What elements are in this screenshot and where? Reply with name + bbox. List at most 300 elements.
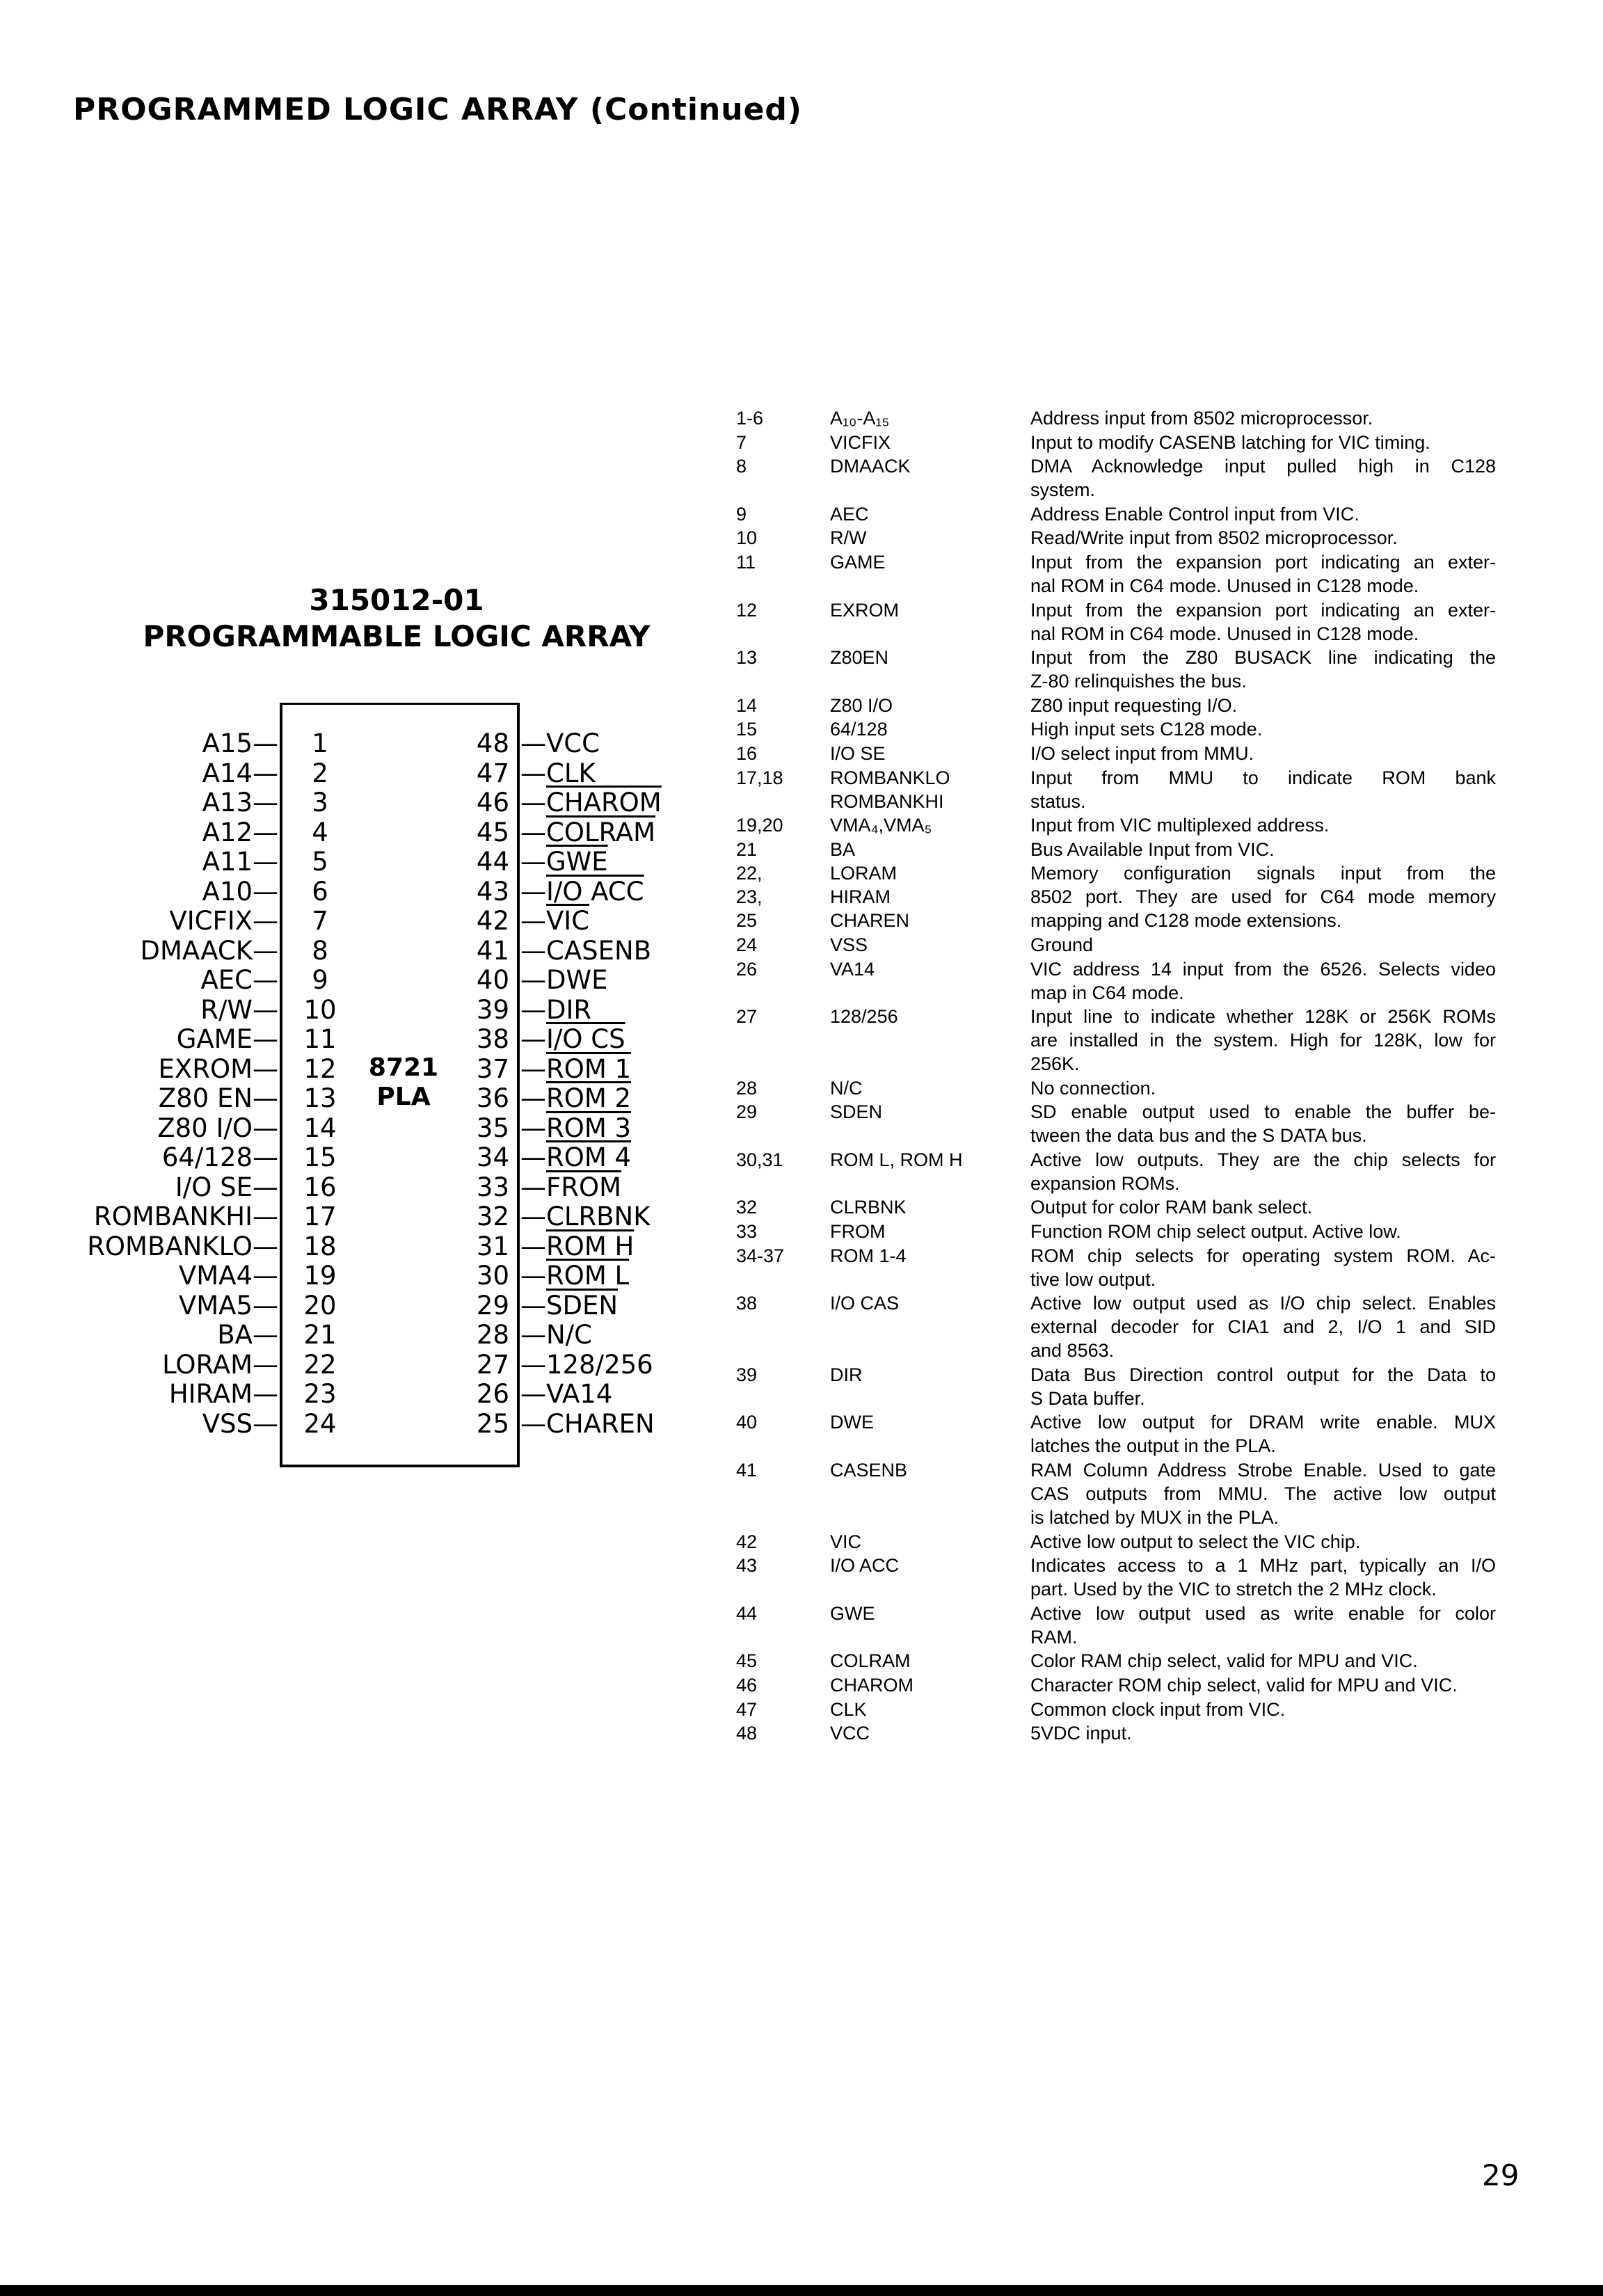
signal-cell [830,1554,1030,1601]
left-pin-label: DMAACK— [140,935,278,966]
description-cell [1030,1649,1496,1673]
left-pin-label: Z80 I/O— [157,1113,278,1143]
table-row [736,1673,1496,1697]
text-line: CLK [830,1698,867,1720]
pin-number-cell [736,742,830,765]
description-cell [1030,694,1496,717]
right-pin-label: —I/O CS [520,1024,625,1054]
text-line: 256K. [1030,1053,1080,1075]
pin-signal-name: $\overline{VIC}$ [546,906,590,936]
text-line: 16 [736,742,758,764]
text-line: Z-80 relinquishes the bus. [1030,671,1247,692]
text-line: ROMBANKHI [830,790,944,812]
text-line: Active low output used as I/O chip select. Enables [1030,1293,1496,1314]
pin-signal-name: $\overline{GWE}$ [546,847,608,877]
left-pin-number: 13 [303,1083,337,1113]
text-line: Input line to indicate whether 128K or 256K ROMs [1030,1006,1496,1028]
table-row [736,1076,1496,1100]
pin-number-cell [736,838,830,861]
signal-cell [830,550,1030,598]
signal-cell [830,1410,1030,1458]
text-line: Active low output to select the VIC chip. [1030,1531,1361,1552]
left-pin-label: VMA4— [178,1261,278,1291]
pin-signal-name: 128/256 [546,1349,653,1380]
description-cell [1030,1530,1496,1554]
left-pin-number: 7 [312,906,328,936]
right-pin-number: 46 [476,788,509,818]
left-pin-label: AEC— [200,965,278,995]
text-line: Address Enable Control input from VIC. [1030,503,1359,525]
signal-cell [830,598,1030,646]
signal-cell [830,1530,1030,1554]
text-line: Input from the expansion port indicating an exter- [1030,599,1496,621]
right-pin-label: —DWE [520,965,608,995]
text-line: 48 [736,1723,758,1744]
pin-number-cell [736,861,830,932]
right-pin-number: 32 [476,1202,509,1231]
left-pin-label: VICFIX— [169,906,278,936]
description-cell [1030,598,1496,646]
pin-signal-name: A14 [202,758,253,788]
left-pin-number: 5 [312,847,328,877]
description-cell [1030,813,1496,837]
pin-signal-name: A15 [202,728,253,758]
text-line: R/W [830,527,867,549]
pin-number-cell [736,1530,830,1554]
description-cell [1030,1458,1496,1529]
pin-number-cell [736,431,830,454]
text-line: Input from VIC multiplexed address. [1030,815,1330,836]
text-line: 17,18 [736,767,783,788]
text-line: 45 [736,1650,758,1672]
text-line: 32 [736,1197,758,1218]
text-line: High input sets C128 mode. [1030,719,1263,740]
table-row [736,957,1496,1005]
pin-number-cell [736,1554,830,1601]
left-pin-number: 14 [303,1113,337,1143]
table-row [736,1244,1496,1291]
right-pin-label: —FROM [520,1172,622,1202]
pin-number-cell [736,1291,830,1362]
right-pin-label: —CHAROM [520,788,662,818]
right-pin-number: 30 [476,1261,509,1291]
description-cell [1030,742,1496,765]
text-line: Active low output used as write enable for color [1030,1602,1496,1624]
right-pin-number: 28 [476,1320,509,1350]
table-row [736,1291,1496,1362]
chip-part-number: 315012-01 [309,583,484,617]
signal-cell [830,646,1030,693]
signal-cell [830,1458,1030,1529]
left-pin-number: 16 [303,1172,337,1202]
pin-signal-name: CHAROM [546,788,662,818]
pin-signal-name: AEC [200,965,253,995]
text-line: 26 [736,958,758,980]
pin-number-cell [736,957,830,1005]
left-pin-number: 23 [303,1379,337,1409]
text-line: 40 [736,1412,758,1433]
text-line: 47 [736,1698,758,1720]
pin-signal-name: ROM 2 [546,1083,632,1113]
left-pin-number: 1 [312,728,328,758]
signal-cell [830,1195,1030,1219]
text-line: Character ROM chip select, valid for MPU and VIC. [1030,1675,1458,1696]
description-cell [1030,1721,1496,1745]
text-line: S Data buffer. [1030,1387,1145,1409]
text-line: 38 [736,1293,758,1314]
table-row [736,1148,1496,1195]
signal-cell [830,1363,1030,1410]
text-line: 41 [736,1460,758,1481]
table-row [736,1698,1496,1721]
pin-signal-name: CLK [546,758,596,788]
table-row [736,1602,1496,1649]
left-pin-number: 2 [312,758,328,788]
text-line: 10 [736,527,758,549]
pin-signal-name: Z80 EN [158,1083,253,1113]
right-pin-number: 42 [476,906,509,936]
left-pin-label: R/W— [200,994,278,1025]
table-row [736,813,1496,837]
left-pin-number: 6 [312,876,328,907]
right-pin-label: —ROM 1 [520,1053,632,1084]
pin-number-cell [736,598,830,646]
left-pin-number: 3 [312,788,328,818]
text-line: 44 [736,1602,758,1624]
right-pin-label: $—\overline{GWE}$ [520,847,608,877]
left-pin-label: Z80 EN— [158,1083,278,1113]
text-line: mapping and C128 mode extensions. [1030,910,1342,932]
signal-cell [830,717,1030,741]
pin-number-cell [736,1698,830,1721]
pin-number-cell [736,1721,830,1745]
text-line: tween the data bus and the S DATA bus. [1030,1125,1367,1147]
text-line: 22, [736,863,763,884]
pin-signal-name: ROM L [546,1261,630,1291]
description-cell [1030,406,1496,430]
text-line: tive low output. [1030,1268,1156,1290]
table-row [736,646,1496,693]
text-line: GAME [830,551,886,573]
left-pin-label: VMA5— [178,1290,278,1321]
text-line: Active low outputs. They are the chip selects for [1030,1149,1496,1170]
left-pin-number: 10 [303,994,337,1025]
left-pin-number: 15 [303,1142,337,1172]
text-line: 30,31 [736,1149,783,1170]
table-row [736,1458,1496,1529]
text-line: 33 [736,1221,758,1243]
text-line: Input from the Z80 BUSACK line indicating the [1030,647,1496,669]
pin-signal-name: VMA5 [178,1290,253,1321]
description-cell [1030,957,1496,1005]
text-line: 11 [736,551,756,573]
pin-signal-name: HIRAM [168,1379,253,1409]
text-line: Common clock input from VIC. [1030,1698,1286,1720]
text-line: 24 [736,934,758,955]
pin-number-cell [736,1602,830,1649]
text-line: BA [830,838,856,860]
pin-signal-name: CLRBNK [546,1202,651,1231]
right-pin-label: —ROM 3 [520,1113,632,1143]
pin-number-cell [736,646,830,693]
signal-cell [830,526,1030,550]
text-line: 19,20 [736,815,783,836]
text-line: Input from MMU to indicate ROM bank [1030,767,1496,788]
signal-cell [830,957,1030,1005]
text-line: Color RAM chip select, valid for MPU and VIC. [1030,1650,1418,1672]
text-line: CAS outputs from MMU. The active low output [1030,1483,1496,1505]
right-pin-number: 27 [476,1349,509,1380]
signal-cell [830,1698,1030,1721]
table-row [736,431,1496,454]
pin-signal-name: SDEN [546,1290,619,1321]
left-pin-label: ROMBANKLO— [87,1231,278,1261]
signal-cell [830,1148,1030,1195]
right-pin-number: 29 [476,1290,509,1321]
left-pin-number: 17 [303,1202,337,1231]
signal-cell [830,1244,1030,1291]
text-line: 43 [736,1555,758,1577]
text-line: Z80EN [830,647,889,669]
left-pin-label: A10— [202,876,278,907]
pin-number-cell [736,1363,830,1410]
text-line: CHAROM [830,1675,914,1696]
text-line: DWE [830,1412,874,1433]
left-pin-label: HIRAM— [168,1379,278,1409]
text-line: Address input from 8502 microprocessor. [1030,408,1373,429]
pin-number-cell [736,550,830,598]
text-line: I/O ACC [830,1555,900,1577]
left-pin-number: 12 [303,1053,337,1084]
text-line: Read/Write input from 8502 microprocessor. [1030,527,1398,549]
description-cell [1030,550,1496,598]
text-line: 42 [736,1531,758,1552]
left-pin-number: 9 [312,965,328,995]
table-row [736,526,1496,550]
text-line: Input to modify CASENB latching for VIC timing. [1030,431,1430,453]
description-cell [1030,861,1496,932]
text-line: map in C64 mode. [1030,982,1184,1003]
right-pin-label: $—\overline{VIC}$ [520,906,590,936]
text-line: VSS [830,934,868,955]
pin-signal-name: FROM [546,1172,622,1202]
description-cell [1030,431,1496,454]
pin-number-cell [736,1458,830,1529]
left-pin-label: EXROM— [158,1053,278,1084]
signal-cell [830,1100,1030,1147]
signal-cell [830,1005,1030,1076]
description-cell [1030,933,1496,957]
pin-number-cell [736,1410,830,1458]
text-line: EXROM [830,599,900,621]
text-line: N/C [830,1077,863,1099]
pin-number-cell [736,933,830,957]
pin-signal-name: A10 [202,876,253,907]
text-line: GWE [830,1602,875,1624]
description-cell [1030,1602,1496,1649]
text-line: I/O select input from MMU. [1030,742,1254,764]
text-line: Active low output for DRAM write enable. MUX [1030,1412,1496,1433]
description-cell [1030,1698,1496,1721]
pin-signal-name: I/O SE [175,1172,253,1202]
text-line: nal ROM in C64 mode. Unused in C128 mode. [1030,575,1419,596]
right-pin-label: —ROM 4 [520,1142,632,1172]
right-pin-number: 39 [476,994,509,1025]
right-pin-number: 44 [476,847,509,877]
signal-cell [830,1291,1030,1362]
table-row [736,933,1496,957]
table-row [736,694,1496,717]
left-pin-label: A14— [202,758,278,788]
table-row [736,1220,1496,1243]
text-line: 8 [736,456,747,477]
pin-signal-name: 64/128 [161,1142,253,1172]
text-line: 39 [736,1364,758,1385]
text-line: Data Bus Direction control output for the Data to [1030,1364,1496,1385]
text-line: 7 [736,431,747,453]
signal-cell [830,454,1030,502]
text-line: VMA₄,VMA₅ [830,815,932,836]
left-pin-number: 19 [303,1261,337,1291]
right-pin-number: 45 [476,817,509,847]
text-line: 34-37 [736,1245,785,1266]
right-pin-number: 48 [476,728,509,758]
text-line: 14 [736,694,758,716]
pin-signal-name: VICFIX [169,906,253,936]
right-pin-label: —ROM L [520,1261,630,1291]
left-pin-number: 11 [303,1024,337,1054]
text-line: Output for color RAM bank select. [1030,1197,1313,1218]
table-row [736,766,1496,813]
text-line: SD enable output used to enable the buffer be- [1030,1101,1496,1123]
pin-signal-name: ROM 1 [546,1053,632,1084]
pin-number-cell [736,717,830,741]
left-pin-label: BA— [217,1320,278,1350]
text-line: AEC [830,503,869,525]
right-pin-label: —CLK [520,758,596,788]
chip-center-sublabel: PLA [376,1083,431,1111]
text-line: 27 [736,1006,758,1028]
pin-signal-name: A12 [202,817,253,847]
table-row [736,406,1496,430]
signal-cell [830,1721,1030,1745]
text-line: CLRBNK [830,1197,907,1218]
text-line: DMA Acknowledge input pulled high in C128 [1030,456,1496,477]
text-line: LORAM [830,863,898,884]
text-line: expansion ROMs. [1030,1172,1180,1194]
right-pin-label: —CLRBNK [520,1202,651,1231]
description-cell [1030,1363,1496,1410]
right-pin-label: —DIR [520,994,592,1025]
description-cell [1030,1291,1496,1362]
pin-signal-name: ROMBANKHI [93,1202,253,1231]
table-row [736,1363,1496,1410]
text-line: and 8563. [1030,1340,1115,1362]
text-line: VIC address 14 input from the 6526. Selects video [1030,958,1496,980]
text-line: part. Used by the VIC to stretch the 2 MHz clock. [1030,1579,1437,1600]
text-line: ROMBANKLO [830,767,950,788]
table-row [736,1100,1496,1147]
pin-number-cell [736,1220,830,1243]
right-pin-number: 38 [476,1024,509,1054]
text-line: 64/128 [830,719,888,740]
bottom-border [0,2285,1603,2296]
pin-signal-name: VA14 [546,1379,613,1409]
description-cell [1030,1076,1496,1100]
right-pin-label: —SDEN [520,1290,619,1321]
signal-cell [830,1673,1030,1697]
text-line: status. [1030,790,1086,812]
text-line: Z80 input requesting I/O. [1030,694,1238,716]
text-line: 13 [736,647,758,669]
right-pin-number: 26 [476,1379,509,1409]
text-line: 23, [736,886,763,908]
left-pin-label: LORAM— [162,1349,278,1380]
description-cell [1030,502,1496,526]
page-number: 29 [1482,2158,1520,2192]
signal-cell [830,742,1030,765]
pin-signal-name: DIR [546,994,592,1025]
right-pin-number: 35 [476,1113,509,1143]
text-line: Indicates access to a 1 MHz part, typically an I/O [1030,1555,1496,1577]
left-pin-label: A12— [202,817,278,847]
left-pin-number: 20 [303,1290,337,1321]
signal-cell [830,1220,1030,1243]
signal-cell [830,406,1030,430]
pin-signal-name: ROM 4 [546,1142,632,1172]
pin-signal-name: I/O CS [546,1024,625,1054]
text-line: 29 [736,1101,758,1123]
description-cell [1030,1410,1496,1458]
description-cell [1030,838,1496,861]
pin-number-cell [736,1195,830,1219]
text-line: is latched by MUX in the PLA. [1030,1507,1279,1529]
left-pin-number: 4 [312,817,328,847]
left-pin-label: 64/128— [161,1142,278,1172]
pin-signal-name: DWE [546,965,608,995]
text-line: FROM [830,1221,886,1243]
left-pin-number: 22 [303,1349,337,1380]
signal-cell [830,1076,1030,1100]
pin-number-cell [736,813,830,837]
pin-description-table [736,406,1496,1746]
right-pin-label: —ROM 2 [520,1083,632,1113]
text-line: 9 [736,503,747,525]
description-cell [1030,766,1496,813]
text-line: nal ROM in C64 mode. Unused in C128 mode. [1030,623,1419,644]
pin-number-cell [736,1005,830,1076]
pin-signal-name: A13 [202,788,253,818]
text-line: VCC [830,1723,870,1744]
text-line: 1-6 [736,408,764,429]
pin-signal-name: CASENB [546,935,652,966]
right-pin-label: —N/C [520,1320,592,1350]
text-line: Input from the expansion port indicating an exter- [1030,551,1496,573]
pin-signal-name: COLRAM [546,817,656,847]
pin-signal-name: GAME [176,1024,253,1054]
right-pin-label: —I/O ACC [520,876,644,907]
description-cell [1030,1100,1496,1147]
left-pin-label: A15— [202,728,278,758]
text-line: RAM Column Address Strobe Enable. Used to gate [1030,1460,1496,1481]
description-cell [1030,1244,1496,1291]
right-pin-number: 41 [476,935,509,966]
text-line: 5VDC input. [1030,1723,1132,1744]
text-line: VIC [830,1531,862,1552]
pin-number-cell [736,454,830,502]
pin-signal-name: VSS [202,1408,253,1439]
table-row [736,742,1496,765]
